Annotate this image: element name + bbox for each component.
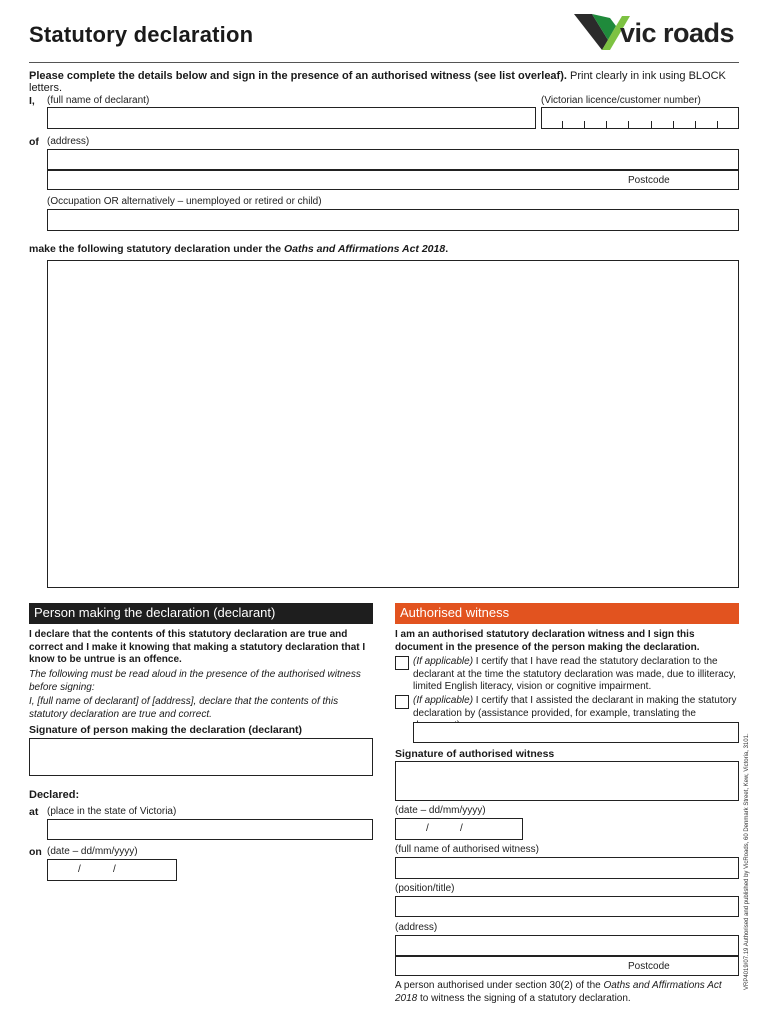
place-label: (place in the state of Victoria): [47, 806, 177, 817]
full-name-field[interactable]: [47, 107, 536, 129]
declare-text: I declare that the contents of this statutory declaration are true and correct and I make it knowing that making a statutory declaration that I know to be untrue is an offence.: [29, 629, 366, 665]
statement-suffix: .: [445, 243, 449, 255]
declared-label: Declared:: [29, 789, 80, 801]
witness-intro: I am an authorised statutory declaration witness and I sign this document in the presence of the person making the declaration.: [395, 629, 700, 653]
assisted-checkbox[interactable]: [395, 695, 409, 709]
check2-body: I certify that I assisted the declarant in making the statutory declaration by (assistance provided, for example, translating the: [413, 695, 737, 719]
witness-footnote: [395, 980, 741, 1005]
witness-position-field[interactable]: [395, 896, 739, 917]
date-separator: /: [426, 823, 429, 834]
witness-address-label: (address): [395, 922, 438, 933]
address-line-1-field[interactable]: [47, 149, 739, 170]
date-separator: /: [460, 823, 463, 834]
witness-name-field[interactable]: [395, 857, 739, 879]
witness-postcode-label: Postcode: [628, 961, 670, 972]
occupation-field[interactable]: [47, 209, 739, 231]
illiteracy-checkbox[interactable]: [395, 656, 409, 670]
declared-date-label: (date – dd/mm/yyyy): [47, 846, 138, 857]
declared-date-field[interactable]: [47, 859, 177, 881]
full-name-label: (full name of declarant): [47, 95, 150, 106]
publisher-side-note: VRP4019/07.19 Authorised and published by VicRoads, 60 Denmark Street, Kew, Victoria, 3101.: [744, 733, 750, 990]
postcode-label: Postcode: [628, 175, 670, 186]
footnote-prefix: A person authorised under section 30(2) of the: [395, 980, 604, 991]
instructions-bold: Please complete the details below and sign in the presence of an authorised witness (see list overleaf).: [29, 70, 567, 82]
date-separator: /: [78, 864, 81, 875]
statement-prefix: make the following statutory declaration under the: [29, 243, 284, 255]
declarant-signature-field[interactable]: [29, 738, 373, 776]
licence-number-field[interactable]: [541, 107, 739, 129]
assistance-provided-field[interactable]: [413, 722, 739, 743]
witness-address-line-2-field[interactable]: [395, 956, 739, 976]
footnote-act: Oaths and Affirmations Act 2018: [395, 980, 722, 1004]
witness-section-heading: Authorised witness: [395, 603, 739, 624]
licence-label: (Victorian licence/customer number): [541, 95, 701, 106]
declarant-signature-label: Signature of person making the declaration (declarant): [29, 724, 303, 736]
declared-place-field[interactable]: [47, 819, 373, 840]
check2-italic: (If applicable): [413, 695, 474, 706]
page-title: Statutory declaration: [29, 22, 254, 47]
instructions: [29, 70, 749, 94]
witness-date-label: (date – dd/mm/yyyy): [395, 805, 486, 816]
of-label: of: [29, 136, 39, 148]
title-divider: [29, 62, 739, 63]
declarant-section-heading: Person making the declaration (declarant): [29, 603, 373, 624]
witness-position-label: (position/title): [395, 883, 455, 894]
check1-text: [413, 656, 741, 694]
read-aloud-instruction: The following must be read aloud in the presence of the authorised witness before signing:: [29, 669, 361, 693]
witness-signature-field[interactable]: [395, 761, 739, 801]
check1-body: I certify that I have read the statutory declaration to the declarant at the time the statutory declaration was made, due to illiteracy, limited English literacy, vision or cognitive impairment.: [413, 656, 736, 692]
declaration-text-area[interactable]: [47, 260, 739, 588]
read-aloud-text: I, [full name of declarant] of [address], declare that the contents of this statutory declaration are true and correct.: [29, 696, 339, 720]
occupation-label: (Occupation OR alternatively – unemployed or retired or child): [47, 196, 322, 207]
at-label: at: [29, 806, 39, 818]
statement-line: [29, 243, 448, 255]
instructions-normal: Print clearly in ink using BLOCK letters.: [29, 70, 726, 94]
witness-address-line-1-field[interactable]: [395, 935, 739, 956]
on-label: on: [29, 846, 42, 858]
footnote-suffix: to witness the signing of a statutory declaration.: [417, 992, 631, 1004]
witness-name-label: (full name of authorised witness): [395, 844, 539, 855]
statement-act: Oaths and Affirmations Act 2018: [283, 243, 446, 255]
date-separator: /: [113, 864, 116, 875]
i-label: I,: [29, 95, 35, 107]
witness-signature-label: Signature of authorised witness: [395, 748, 555, 760]
logo-text: vic roads: [620, 18, 735, 48]
check1-italic: (If applicable): [413, 656, 474, 667]
witness-date-field[interactable]: [395, 818, 523, 840]
address-label: (address): [47, 136, 90, 147]
